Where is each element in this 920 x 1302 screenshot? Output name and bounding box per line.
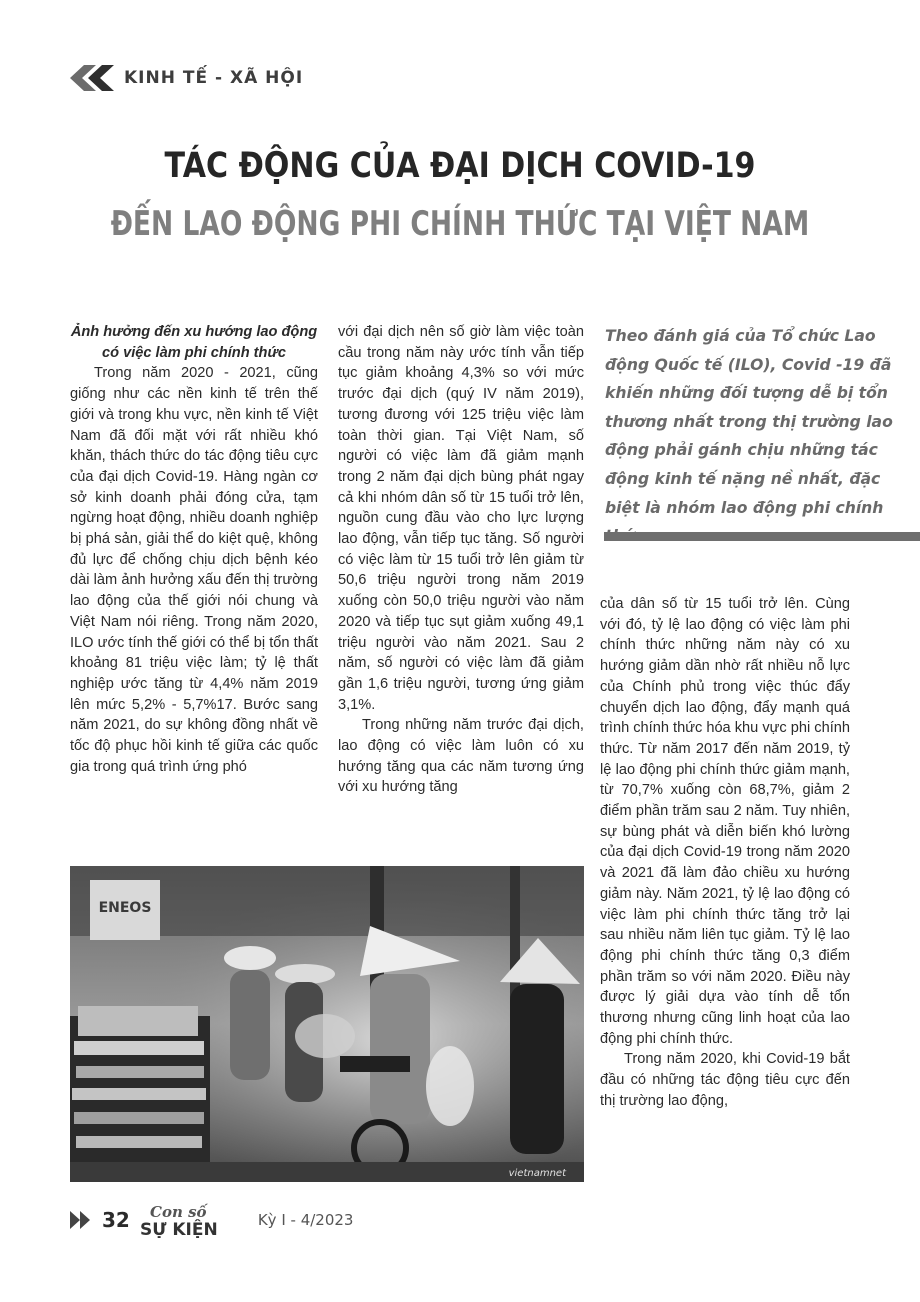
paragraph: Trong năm 2020, khi Covid-19 bắt đầu có những tác động tiêu cực đến thị trường lao động, xyxy=(600,1051,850,1109)
section-header xyxy=(70,62,303,94)
article-photo xyxy=(70,866,584,1182)
sign-text: ENEOS xyxy=(98,900,152,916)
photo-watermark: vietnamnet xyxy=(508,1168,566,1179)
pull-quote-rule xyxy=(604,532,920,541)
double-chevron-left-icon xyxy=(70,65,116,91)
eneos-sign xyxy=(90,880,160,940)
page-footer xyxy=(70,1202,353,1238)
article-column-1 xyxy=(70,322,318,842)
article-title: TÁC ĐỘNG CỦA ĐẠI DỊCH COVID-19 xyxy=(164,146,756,186)
paragraph: với đại dịch nên số giờ làm việc toàn cầu trong năm này ước tính vẫn tiếp tục giảm khoảng 4,3% so với mức trước đại dịch (quý IV năm 2019), tương đương với 125 triệu việc làm toàn thời gian. Tại Việt Nam, số người có việc làm đã giảm mạnh trong 2 năm đại dịch bùng phát ngay cả khi nhóm dân số từ 15 tuổi trở lên, nguồn cung đầu vào cho lực lượng lao động, vẫn tiếp tục tăng. Số người có việc làm từ 15 tuổi trở lên giảm từ 50,6 triệu người trong năm 2019 xuống còn 50,0 triệu người vào năm 2020 và tiếp tục sụt giảm xuống 49,1 triệu người vào năm 2021. Sau 2 năm, số người có việc làm đã giảm gần 1,6 triệu người, tương ứng giảm 3,1%. xyxy=(338,324,584,713)
play-arrow-icon xyxy=(70,1211,92,1229)
pull-quote: Theo đánh giá của Tổ chức Lao động Quốc tế (ILO), Covid -19 đã khiến những đối tượng dễ bị tổn thương nhất trong thị trường lao động phải gánh chịu những tác động kinh tế nặng nề nhất, đặc biệt là nhóm lao động phi chính xyxy=(605,327,893,517)
article-column-2 xyxy=(338,322,584,842)
article-subtitle: ĐẾN LAO ĐỘNG PHI CHÍNH THỨC TẠI VIỆT NAM xyxy=(110,204,810,244)
issue-label: Kỳ I - 4/2023 xyxy=(257,1211,354,1229)
logo-line-1: Con số xyxy=(149,1203,207,1221)
street-vendors-photo xyxy=(70,866,584,1182)
logo-line-2: SỰ KIỆN xyxy=(139,1220,218,1238)
article-subheading: Ảnh hưởng đến xu hướng lao động có việc làm phi chính thức xyxy=(70,324,318,361)
magazine-logo xyxy=(140,1202,252,1238)
paragraph: Trong những năm trước đại dịch, lao động có việc làm luôn có xu hướng tăng qua các năm tương ứng với xu hướng tăng xyxy=(338,717,584,796)
article-column-3 xyxy=(600,594,850,1194)
section-label: KINH TẾ - XÃ HỘI xyxy=(124,68,304,88)
paragraph: Trong năm 2020 - 2021, cũng giống như các nền kinh tế trên thế giới và trong khu vực, nền kinh tế Việt Nam đã đối mặt với rất nhiều khó khăn, thách thức do tác động tiêu cực của đại dịch Covid-19. Hàng ngàn cơ sở kinh doanh phải đóng cửa, tạm ngừng hoạt động, nhiều doanh nghiệp bị phá sản, giải thể do kiệt quệ, không đủ lực để chống chịu dịch bệnh kéo dài làm ảnh hưởng xấu đến thị trường lao động của thế giới nói chung và Việt Nam nói riêng. Trong năm 2020, ILO ước tính thế giới có thể bị tổn thất khoảng 81 triệu việc làm; tỷ lệ thất nghiệp ước tăng từ 4,4% năm 2019 lên mức 5,2% - 5,7%17. Bước sang năm 2021, do sự không đồng nhất về tốc độ phục hồi kinh tế giữa các quốc gia trong quá trình ứng phó xyxy=(70,365,318,775)
paragraph: của dân số từ 15 tuổi trở lên. Cùng với đó, tỷ lệ lao động có việc làm phi chính thức những năm này có xu hướng giảm dần nhờ rất nhiều nỗ lực của Chính phủ trong việc thúc đẩy chuyển dịch lao động, đẩy mạnh quá trình chính thức hóa khu vực phi chính thức. Từ năm 2017 đến năm 2019, tỷ lệ lao động phi chính thức giảm mạnh, từ 70,7% xuống còn 68,7%, giảm 2 điểm phần trăm sau 2 năm. Tuy nhiên, sự bùng phát và diễn biến khó lường của đại dịch Covid-19 trong năm 2020 và 2021 đã làm đảo chiều xu hướng giảm này. Năm 2021, tỷ lệ lao động có việc làm phi chính thức tăng trở lại sau nhiều năm liên tục giảm. Tỷ lệ lao động phi chính thức tăng 0,3 điểm phần trăm so với năm 2020. Điều này được lý giải dựa vào tính dễ tổn thương nhưng cũng linh hoạt của lao động phi chính thức. xyxy=(600,596,850,1047)
page-number: 32 xyxy=(102,1208,130,1232)
